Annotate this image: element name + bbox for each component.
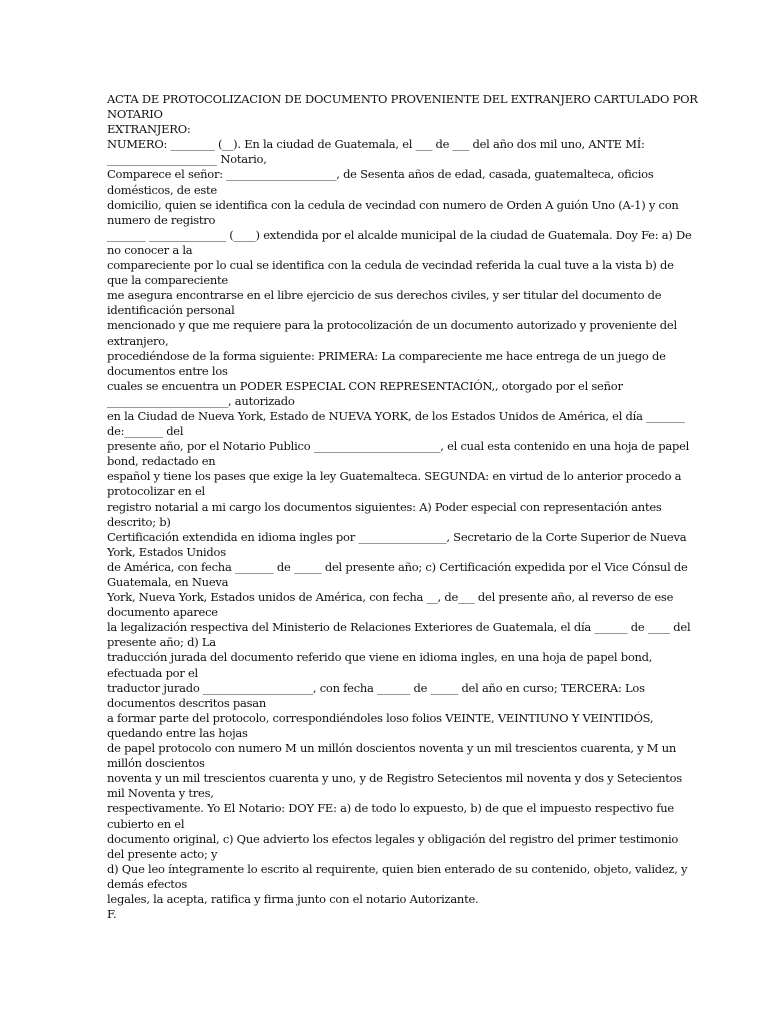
document-text-line: Comparece el señor: ____________________, de Sesenta años de edad, casada, guatemalteca, oficios xyxy=(107,167,654,182)
document-text-line: efectuada por el xyxy=(107,665,198,680)
document-text-line: procediéndose de la forma siguiente: PRIMERA: La compareciente me hace entrega de un juego de xyxy=(107,348,666,363)
document-text-line: traducción jurada del documento referido que viene en idioma ingles, en una hoja de papel bond, xyxy=(107,650,653,665)
document-text-line: a formar parte del protocolo, correspondiéndoles loso folios VEINTE, VEINTIUNO Y VEINTIDÓS, xyxy=(107,710,654,725)
document-text-line: noventa y un mil trescientos cuarenta y uno, y de Registro Setecientos mil noventa y dos y Setecientos xyxy=(107,771,682,786)
document-text-line: que la compareciente xyxy=(107,273,228,288)
document-text-line: compareciente por lo cual se identifica con la cedula de vecindad referida la cual tuve a la vista b) de xyxy=(107,258,674,273)
document-text-line: de:_______ del xyxy=(107,424,184,439)
document-text-line: demás efectos xyxy=(107,876,187,891)
document-text-line: F. xyxy=(107,907,117,922)
document-text-line: respectivamente. Yo El Notario: DOY FE: a) de todo lo expuesto, b) de que el impuesto respectivo fue xyxy=(107,801,674,816)
document-text-line: descrito; b) xyxy=(107,514,171,529)
document-text-line: identificación personal xyxy=(107,303,235,318)
document-text-line: EXTRANJERO: xyxy=(107,122,191,137)
document-text-line: York, Estados Unidos xyxy=(107,544,226,559)
document-text-line: quedando entre las hojas xyxy=(107,725,248,740)
document-text-line: domésticos, de este xyxy=(107,182,217,197)
document-text-line: me asegura encontrarse en el libre ejercicio de sus derechos civiles, y ser titular del documento de xyxy=(107,288,662,303)
document-text-line: d) Que leo íntegramente lo escrito al requirente, quien bien enterado de su contenido, objeto, validez, y xyxy=(107,861,688,876)
document-text-line: bond, redactado en xyxy=(107,454,216,469)
document-text-line: documentos entre los xyxy=(107,363,228,378)
document-text-line: cuales se encuentra un PODER ESPECIAL CON REPRESENTACIÓN,, otorgado por el señor xyxy=(107,378,623,393)
document-text-line: extranjero, xyxy=(107,333,169,348)
document-text-line: de papel protocolo con numero M un millón doscientos noventa y un mil trescientos cuarenta, y M un xyxy=(107,741,677,756)
document-text-line: NOTARIO xyxy=(107,107,163,122)
document-text-line: numero de registro xyxy=(107,212,216,227)
document-text-line: protocolizar en el xyxy=(107,484,205,499)
document-text-line: mil Noventa y tres, xyxy=(107,786,214,801)
document-text-line: documento aparece xyxy=(107,605,218,620)
document-text-line: ______________________, autorizado xyxy=(107,393,295,408)
document-text-line: _______ ______________ (____) extendida por el alcalde municipal de la ciudad de Guatemala. Doy Fe: a) De xyxy=(107,227,692,242)
document-text-line: documentos descritos pasan xyxy=(107,695,267,710)
document-text-line: legales, la acepta, ratifica y firma junto con el notario Autorizante. xyxy=(107,891,479,906)
document-text-line: en la Ciudad de Nueva York, Estado de NUEVA YORK, de los Estados Unidos de América, el día _______ xyxy=(107,408,685,423)
document-text-line: ACTA DE PROTOCOLIZACION DE DOCUMENTO PROVENIENTE DEL EXTRANJERO CARTULADO POR xyxy=(107,92,698,106)
document-text-line: documento original, c) Que advierto los efectos legales y obligación del registro del primer testimonio xyxy=(107,831,679,846)
document-text-line: NUMERO: ________ (__). En la ciudad de Guatemala, el ___ de ___ del año dos mil uno, ANTE MÍ: xyxy=(107,137,645,152)
document-text-line: millón doscientos xyxy=(107,756,205,771)
document-text-line: la legalización respectiva del Ministerio de Relaciones Exteriores de Guatemala, el día ______ de ____ del xyxy=(107,620,691,635)
document-text-line: registro notarial a mi cargo los documentos siguientes: A) Poder especial con representación antes xyxy=(107,499,662,514)
document-text-line: domicilio, quien se identifica con la cedula de vecindad con numero de Orden A guión Uno (A-1) y con xyxy=(107,197,679,212)
document-text-line: ____________________ Notario, xyxy=(107,152,267,167)
document-text-line: presente año, por el Notario Publico _______________________, el cual esta contenido en una hoja de papel xyxy=(107,439,690,454)
document-text-line: York, Nueva York, Estados unidos de América, con fecha __, de___ del presente año, al reverso de ese xyxy=(107,590,674,605)
document-text-line: mencionado y que me requiere para la protocolización de un documento autorizado y proveniente del xyxy=(107,318,677,333)
document-text-line: cubierto en el xyxy=(107,816,185,831)
document-text-line: del presente acto; y xyxy=(107,846,218,861)
document-text-line: de América, con fecha _______ de _____ del presente año; c) Certificación expedida por el Vice Cónsul de xyxy=(107,559,688,574)
document-text-line: Guatemala, en Nueva xyxy=(107,575,229,589)
document-text-line: presente año; d) La xyxy=(107,635,216,650)
document-text-line: Certificación extendida en idioma ingles por ________________, Secretario de la Corte Superior de Nueva xyxy=(107,529,687,544)
document-body xyxy=(107,92,698,922)
document-text-line: traductor jurado ____________________, con fecha ______ de _____ del año en curso; TERCERA: Los xyxy=(107,680,645,695)
document-text-line: no conocer a la xyxy=(107,242,193,257)
document-text-line: español y tiene los pases que exige la ley Guatemalteca. SEGUNDA: en virtud de lo anterior procedo a xyxy=(107,469,682,484)
